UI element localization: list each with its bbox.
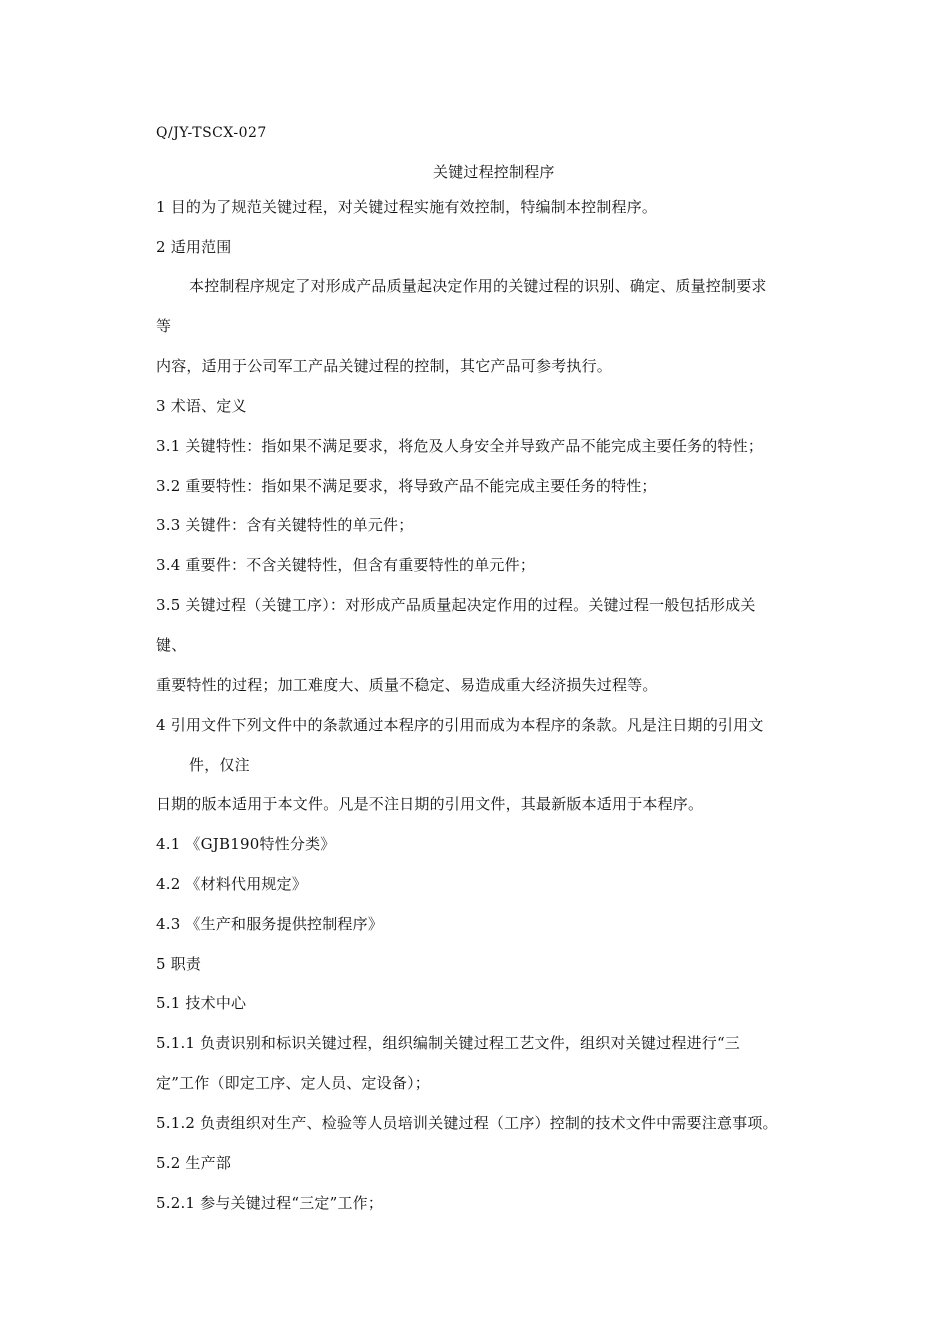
- definition-3-5-line-3: 重要特性的过程；加工难度大、质量不稳定、易造成重大经济损失过程等。: [156, 676, 658, 694]
- definition-3-5-line-1: 3.5 关键过程（关键工序）：对形成产品质量起决定作用的过程。关键过程一般包括形成关: [156, 596, 756, 614]
- section-1-purpose: 1 目的为了规范关键过程，对关键过程实施有效控制，特编制本控制程序。: [156, 198, 658, 216]
- section-5-2-heading: 5.2 生产部: [156, 1154, 232, 1172]
- reference-4-1: 4.1 《GJB190特性分类》: [156, 835, 336, 853]
- scope-paragraph-line-2: 等: [156, 317, 172, 335]
- section-4-line-2: 件，仅注: [189, 756, 250, 774]
- duty-5-2-1: 5.2.1 参与关键过程“三定”工作；: [156, 1194, 384, 1212]
- scope-paragraph-line-1: 本控制程序规定了对形成产品质量起决定作用的关键过程的识别、确定、质量控制要求: [189, 277, 767, 295]
- section-4-line-3: 日期的版本适用于本文件。凡是不注日期的引用文件，其最新版本适用于本程序。: [156, 795, 704, 813]
- reference-4-2: 4.2 《材料代用规定》: [156, 875, 308, 893]
- definition-3-4: 3.4 重要件：不含关键特性，但含有重要特性的单元件；: [156, 556, 536, 574]
- duty-5-1-1-line-1: 5.1.1 负责识别和标识关键过程，组织编制关键过程工艺文件，组织对关键过程进行“三: [156, 1034, 741, 1052]
- definition-3-2: 3.2 重要特性：指如果不满足要求，将导致产品不能完成主要任务的特性；: [156, 477, 657, 495]
- definition-3-1: 3.1 关键特性：指如果不满足要求，将危及人身安全并导致产品不能完成主要任务的特性；: [156, 437, 764, 455]
- definition-3-5-line-2: 键、: [156, 636, 187, 654]
- scope-paragraph-line-3: 内容，适用于公司军工产品关键过程的控制，其它产品可参考执行。: [156, 357, 613, 375]
- reference-4-3: 4.3 《生产和服务提供控制程序》: [156, 915, 384, 933]
- definition-3-3: 3.3 关键件：含有关键特性的单元件；: [156, 516, 414, 534]
- document-title: 关键过程控制程序: [433, 163, 555, 181]
- section-4-line-1: 4 引用文件下列文件中的条款通过本程序的引用而成为本程序的条款。凡是注日期的引用文: [156, 716, 764, 734]
- section-2-heading: 2 适用范围: [156, 238, 232, 256]
- duty-5-1-2: 5.1.2 负责组织对生产、检验等人员培训关键过程（工序）控制的技术文件中需要注意事项。: [156, 1114, 778, 1132]
- document-code: Q/JY-TSCX-027: [156, 125, 267, 141]
- section-3-heading: 3 术语、定义: [156, 397, 247, 415]
- duty-5-1-1-line-2: 定”工作（即定工序、定人员、定设备）；: [156, 1074, 430, 1092]
- section-5-1-heading: 5.1 技术中心: [156, 994, 247, 1012]
- section-5-heading: 5 职责: [156, 955, 202, 973]
